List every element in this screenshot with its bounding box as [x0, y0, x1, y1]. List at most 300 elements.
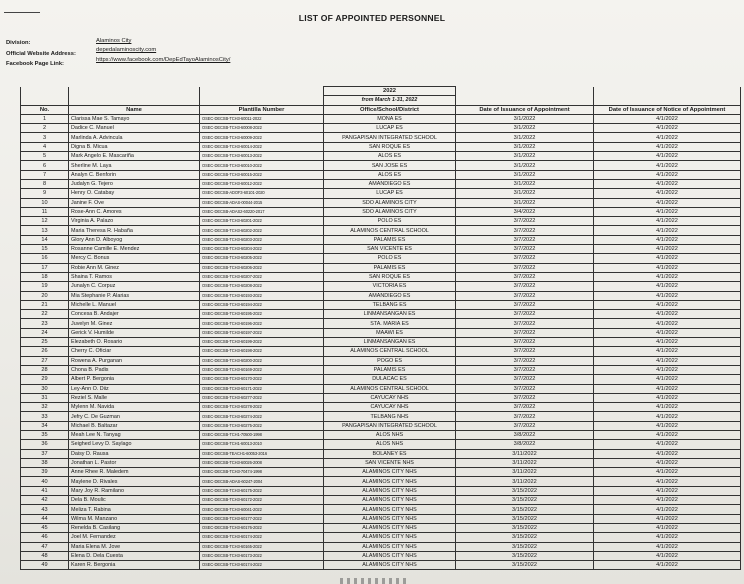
cell-plantilla-number: OSEC-DECSB-TCH3-60195-2022 [200, 310, 324, 319]
header-blank-cell [594, 87, 741, 96]
header-blank-cell [69, 87, 200, 96]
division-value: Alaminos City [96, 38, 132, 44]
cell-date-appointment: 3/15/2022 [456, 551, 594, 560]
cell-office: LINMANSANGAN ES [324, 310, 456, 319]
table-row [21, 365, 741, 374]
cell-date-notice: 4/1/2022 [594, 542, 741, 551]
cell-plantilla-number: OSEC-DECSB-TCH3-60275-2022 [200, 421, 324, 430]
cell-no: 44 [21, 514, 69, 523]
table-header-period-row [21, 96, 741, 105]
division-label: Division: [6, 40, 31, 46]
cell-no: 13 [21, 226, 69, 235]
cell-office: PANGAPISAN INTEGRATED SCHOOL [324, 421, 456, 430]
cell-name: Analyn C. Benforin [69, 170, 200, 179]
cell-no: 47 [21, 542, 69, 551]
cell-date-appointment: 3/1/2022 [456, 133, 594, 142]
cell-office: SDO ALAMINOS CITY [324, 207, 456, 216]
cell-date-appointment: 3/15/2022 [456, 523, 594, 532]
cell-plantilla-number: OSEC-DECSB-TCH3-60208-2022 [200, 282, 324, 291]
header-office: Office/School/District [324, 105, 456, 114]
cell-no: 9 [21, 189, 69, 198]
cell-no: 49 [21, 561, 69, 570]
table-row [21, 142, 741, 151]
cell-date-appointment: 3/15/2022 [456, 542, 594, 551]
cell-name: Meah Lee N. Tanyag [69, 430, 200, 439]
cell-date-appointment: 3/7/2022 [456, 365, 594, 374]
cell-office: SAN JOSE ES [324, 161, 456, 170]
table-row [21, 124, 741, 133]
cell-date-notice: 4/1/2022 [594, 338, 741, 347]
cell-no: 4 [21, 142, 69, 151]
cell-date-notice: 4/1/2022 [594, 458, 741, 467]
cell-plantilla-number: OSEC-DECSB-TCH3-60015-2022 [200, 170, 324, 179]
cell-no: 31 [21, 393, 69, 402]
table-row [21, 347, 741, 356]
cell-plantilla-number: OSEC-DECSB-ADAS-60247-2004 [200, 477, 324, 486]
header-blank-cell [69, 96, 200, 105]
cell-plantilla-number: OSEC-DECSB-TCH3-60205-2022 [200, 254, 324, 263]
cell-date-appointment: 3/15/2022 [456, 561, 594, 570]
cell-date-notice: 4/1/2022 [594, 133, 741, 142]
cell-plantilla-number: OSEC-DECSB-TCH3-60196-2022 [200, 319, 324, 328]
cell-date-appointment: 3/1/2022 [456, 152, 594, 161]
cell-date-appointment: 3/1/2022 [456, 189, 594, 198]
table-row [21, 170, 741, 179]
cell-date-appointment: 3/7/2022 [456, 347, 594, 356]
cell-no: 35 [21, 430, 69, 439]
cell-date-notice: 4/1/2022 [594, 514, 741, 523]
cell-office: CAYUCAY NHS [324, 393, 456, 402]
cell-name: Henry O. Catabay [69, 189, 200, 198]
cell-date-appointment: 3/7/2022 [456, 393, 594, 402]
cell-office: ALAMINOS CITY NHS [324, 514, 456, 523]
cell-date-notice: 4/1/2022 [594, 161, 741, 170]
cell-date-notice: 4/1/2022 [594, 328, 741, 337]
cell-office: ALAMINOS CITY NHS [324, 477, 456, 486]
cell-date-notice: 4/1/2022 [594, 468, 741, 477]
cell-date-notice: 4/1/2022 [594, 300, 741, 309]
cell-no: 27 [21, 356, 69, 365]
cell-plantilla-number: OSEC-DECSB-TEACH1-60053-2016 [200, 449, 324, 458]
cell-no: 28 [21, 365, 69, 374]
cell-date-notice: 4/1/2022 [594, 449, 741, 458]
cell-date-notice: 4/1/2022 [594, 319, 741, 328]
cell-office: AMANDIEGO ES [324, 179, 456, 188]
cell-no: 45 [21, 523, 69, 532]
cell-office: PANGAPISAN INTEGRATED SCHOOL [324, 133, 456, 142]
table-row [21, 338, 741, 347]
cell-date-notice: 4/1/2022 [594, 254, 741, 263]
cell-date-appointment: 3/1/2022 [456, 179, 594, 188]
cell-office: ALAMINOS CITY NHS [324, 486, 456, 495]
cell-name: Maylene D. Rivales [69, 477, 200, 486]
cell-plantilla-number: OSEC-DECSB-TCH3-60177-2022 [200, 514, 324, 523]
cell-date-notice: 4/1/2022 [594, 124, 741, 133]
cell-no: 29 [21, 375, 69, 384]
cell-date-appointment: 3/7/2022 [456, 217, 594, 226]
cell-date-notice: 4/1/2022 [594, 496, 741, 505]
cell-plantilla-number: OSEC-DECSB-TCH3-60173-2022 [200, 551, 324, 560]
cell-name: Michelle L. Manuel [69, 300, 200, 309]
table-row [21, 421, 741, 430]
table-row [21, 310, 741, 319]
cell-office: ALAMINOS CITY NHS [324, 523, 456, 532]
table-row [21, 384, 741, 393]
cell-plantilla-number: OSEC-DECSB-TCH1-60013-2010 [200, 440, 324, 449]
cell-office: CAYUCAY NHS [324, 403, 456, 412]
cell-no: 1 [21, 114, 69, 123]
cell-no: 26 [21, 347, 69, 356]
cell-date-notice: 4/1/2022 [594, 282, 741, 291]
cell-date-notice: 4/1/2022 [594, 533, 741, 542]
cell-plantilla-number: OSEC-DECSB-TCH3-60201-2022 [200, 217, 324, 226]
cell-name: Glory Ann D. Alboyog [69, 235, 200, 244]
cell-date-appointment: 3/7/2022 [456, 272, 594, 281]
cell-date-notice: 4/1/2022 [594, 393, 741, 402]
cell-office: ALOS NHS [324, 430, 456, 439]
table-row [21, 226, 741, 235]
cell-no: 6 [21, 161, 69, 170]
cell-office: BOLANEY ES [324, 449, 456, 458]
cell-name: Jefry C. De Guzman [69, 412, 200, 421]
cell-date-appointment: 3/1/2022 [456, 142, 594, 151]
table-row [21, 514, 741, 523]
table-row [21, 114, 741, 123]
cell-no: 30 [21, 384, 69, 393]
cell-date-appointment: 3/4/2022 [456, 207, 594, 216]
cell-no: 36 [21, 440, 69, 449]
cell-date-notice: 4/1/2022 [594, 375, 741, 384]
cell-date-notice: 4/1/2022 [594, 561, 741, 570]
cell-office: ALAMINOS CITY NHS [324, 561, 456, 570]
cell-plantilla-number: OSEC-DECSB-TCH3-60204-2022 [200, 245, 324, 254]
cell-office: SDO ALAMINOS CITY [324, 198, 456, 207]
cell-office: LINMANSANGAN ES [324, 338, 456, 347]
table-row [21, 263, 741, 272]
cell-date-appointment: 3/7/2022 [456, 338, 594, 347]
cell-name: Gerick V. Humilde [69, 328, 200, 337]
table-row [21, 328, 741, 337]
cell-date-appointment: 3/11/2022 [456, 458, 594, 467]
cell-no: 21 [21, 300, 69, 309]
cell-name: Virginia A. Palazo [69, 217, 200, 226]
header-year: 2022 [324, 87, 456, 96]
cell-no: 37 [21, 449, 69, 458]
cell-no: 16 [21, 254, 69, 263]
facebook-link[interactable]: https://www.facebook.com/DepEdTayoAlaminosCity/ [96, 57, 231, 63]
website-label: Official Website Address: [6, 51, 76, 57]
cell-date-appointment: 3/7/2022 [456, 412, 594, 421]
cell-date-notice: 4/1/2022 [594, 179, 741, 188]
table-row [21, 477, 741, 486]
cell-plantilla-number: OSEC-DECSB-TCH3-60194-2022 [200, 300, 324, 309]
cell-date-appointment: 3/7/2022 [456, 291, 594, 300]
cell-date-notice: 4/1/2022 [594, 170, 741, 179]
header-date-appointment: Date of Issuance of Appointment [456, 105, 594, 114]
table-row [21, 393, 741, 402]
cell-office: ALAMINOS CENTRAL SCHOOL [324, 347, 456, 356]
cell-date-notice: 4/1/2022 [594, 245, 741, 254]
cell-name: Dadice C. Manuel [69, 124, 200, 133]
table-row [21, 440, 741, 449]
cell-date-appointment: 3/7/2022 [456, 254, 594, 263]
cell-name: Rose-Ann C. Amores [69, 207, 200, 216]
table-row [21, 319, 741, 328]
cell-name: Joel M. Fernandez [69, 533, 200, 542]
cell-no: 12 [21, 217, 69, 226]
cell-office: AMANDIEGO ES [324, 291, 456, 300]
cell-name: Mercy C. Bonus [69, 254, 200, 263]
cell-plantilla-number: OSEC-DECSB-TCH3-60278-2022 [200, 403, 324, 412]
cell-office: ALOS NHS [324, 440, 456, 449]
cell-date-appointment: 3/11/2022 [456, 477, 594, 486]
cell-date-notice: 4/1/2022 [594, 207, 741, 216]
cell-name: Maria Elena M. Jove [69, 542, 200, 551]
cell-no: 8 [21, 179, 69, 188]
cell-name: Shaina T. Ramos [69, 272, 200, 281]
cell-name: Chona B. Padis [69, 365, 200, 374]
table-row [21, 254, 741, 263]
cell-no: 43 [21, 505, 69, 514]
cell-no: 18 [21, 272, 69, 281]
cell-name: Concesa B. Andajer [69, 310, 200, 319]
cell-date-notice: 4/1/2022 [594, 430, 741, 439]
table-row [21, 403, 741, 412]
cell-no: 7 [21, 170, 69, 179]
cell-plantilla-number: OSEC-DECSB-TCH3-60193-2022 [200, 291, 324, 300]
cell-date-appointment: 3/1/2022 [456, 114, 594, 123]
cell-date-appointment: 3/8/2022 [456, 430, 594, 439]
cell-date-notice: 4/1/2022 [594, 412, 741, 421]
cell-plantilla-number: OSEC-DECSB-TCH3-60012-2022 [200, 179, 324, 188]
cell-office: ALAMINOS CITY NHS [324, 496, 456, 505]
cell-name: Robie Ann M. Ginez [69, 263, 200, 272]
table-row [21, 207, 741, 216]
cell-date-appointment: 3/15/2022 [456, 496, 594, 505]
cell-office: ALAMINOS CENTRAL SCHOOL [324, 226, 456, 235]
cell-date-notice: 4/1/2022 [594, 189, 741, 198]
cell-date-notice: 4/1/2022 [594, 310, 741, 319]
table-row [21, 272, 741, 281]
cell-date-appointment: 3/15/2022 [456, 514, 594, 523]
cell-plantilla-number: OSEC-DECSB-TCH3-60274-2022 [200, 412, 324, 421]
cell-office: ALAMINOS CENTRAL SCHOOL [324, 384, 456, 393]
cell-plantilla-number: OSEC-DECSB-TCH3-60165-2022 [200, 542, 324, 551]
cell-no: 14 [21, 235, 69, 244]
cell-name: Judalyn G. Tejero [69, 179, 200, 188]
cell-date-appointment: 3/7/2022 [456, 403, 594, 412]
cell-plantilla-number: OSEC-DECSB-TCH3-60011-2022 [200, 114, 324, 123]
cell-plantilla-number: OSEC-DECSB-TCH3-70474-1998 [200, 468, 324, 477]
cell-office: SAN ROQUE ES [324, 142, 456, 151]
cell-name: Junalyn C. Corpuz [69, 282, 200, 291]
cell-no: 32 [21, 403, 69, 412]
cell-name: Digna B. Micua [69, 142, 200, 151]
cell-date-notice: 4/1/2022 [594, 486, 741, 495]
cell-name: Anne Rhee R. Maledem [69, 468, 200, 477]
cell-plantilla-number: OSEC-DECSB-TCH3-60207-2022 [200, 272, 324, 281]
cell-no: 17 [21, 263, 69, 272]
table-row [21, 282, 741, 291]
table-row [21, 356, 741, 365]
cell-date-appointment: 3/15/2022 [456, 533, 594, 542]
table-row [21, 133, 741, 142]
cell-plantilla-number: OSEC-DECSB-TCH3-60014-2022 [200, 142, 324, 151]
cell-no: 3 [21, 133, 69, 142]
table-row [21, 179, 741, 188]
cell-plantilla-number: OSEC-DECSB-TCH3-60026-2008 [200, 458, 324, 467]
cell-plantilla-number: OSEC-DECSB-TCH3-60013-2022 [200, 152, 324, 161]
cell-office: TELBANG NHS [324, 412, 456, 421]
cell-date-notice: 4/1/2022 [594, 440, 741, 449]
cell-no: 20 [21, 291, 69, 300]
cell-office: DULACAC ES [324, 375, 456, 384]
cell-plantilla-number: OSEC-DECSB-ADAS-00044-2015 [200, 198, 324, 207]
personnel-table [20, 86, 741, 570]
cell-no: 42 [21, 496, 69, 505]
cell-date-appointment: 3/15/2022 [456, 486, 594, 495]
table-row [21, 189, 741, 198]
cell-no: 41 [21, 486, 69, 495]
table-header-row [21, 105, 741, 114]
table-row [21, 235, 741, 244]
cell-date-appointment: 3/7/2022 [456, 421, 594, 430]
cell-name: Rowena A. Purganan [69, 356, 200, 365]
cell-date-appointment: 3/7/2022 [456, 384, 594, 393]
table-body [21, 114, 741, 570]
cell-no: 23 [21, 319, 69, 328]
cell-name: Renelda B. Casilang [69, 523, 200, 532]
cell-name: Rosanne Camille E. Mendez [69, 245, 200, 254]
table-row [21, 217, 741, 226]
header-date-notice: Date of Issuance of Notice of Appointment [594, 105, 741, 114]
table-row [21, 291, 741, 300]
table-row [21, 458, 741, 467]
cell-no: 48 [21, 551, 69, 560]
cell-date-appointment: 3/7/2022 [456, 328, 594, 337]
cell-no: 24 [21, 328, 69, 337]
cell-date-appointment: 3/11/2022 [456, 449, 594, 458]
cell-name: Dela B. Moulic [69, 496, 200, 505]
cell-office: PALAMIS ES [324, 235, 456, 244]
cell-date-notice: 4/1/2022 [594, 523, 741, 532]
table-row [21, 551, 741, 560]
cell-office: SAN VICENTE ES [324, 245, 456, 254]
cell-date-notice: 4/1/2022 [594, 421, 741, 430]
cell-date-appointment: 3/7/2022 [456, 300, 594, 309]
cell-name: Meliza T. Rabina [69, 505, 200, 514]
cell-no: 40 [21, 477, 69, 486]
cell-plantilla-number: OSEC-DECSB-TCH3-60041-2022 [200, 505, 324, 514]
header-no: No. [21, 105, 69, 114]
cell-date-notice: 4/1/2022 [594, 142, 741, 151]
cell-name: Reziel S. Malle [69, 393, 200, 402]
cell-date-appointment: 3/7/2022 [456, 226, 594, 235]
cell-date-notice: 4/1/2022 [594, 505, 741, 514]
table-row [21, 561, 741, 570]
website-link[interactable]: depedalaminoscity.com [96, 47, 157, 53]
cell-date-notice: 4/1/2022 [594, 477, 741, 486]
cell-office: TELBANG ES [324, 300, 456, 309]
cell-date-appointment: 3/15/2022 [456, 505, 594, 514]
cut-off-footer-text [340, 578, 410, 584]
cell-office: ALAMINOS CITY NHS [324, 551, 456, 560]
cell-date-appointment: 3/7/2022 [456, 375, 594, 384]
cell-plantilla-number: OSEC-DECSB-TCH3-60277-2022 [200, 393, 324, 402]
table-header-year-row [21, 87, 741, 96]
cell-date-appointment: 3/7/2022 [456, 356, 594, 365]
cell-date-notice: 4/1/2022 [594, 152, 741, 161]
table-row [21, 533, 741, 542]
cell-no: 46 [21, 533, 69, 542]
table-row [21, 300, 741, 309]
cell-name: Karen R. Bergonia [69, 561, 200, 570]
cell-plantilla-number: OSEC-DECSB-TCH3-60197-2022 [200, 328, 324, 337]
cell-no: 11 [21, 207, 69, 216]
cell-no: 39 [21, 468, 69, 477]
cell-office: ALOS ES [324, 152, 456, 161]
cell-plantilla-number: OSEC-DECSB-TCH3-60008-2022 [200, 124, 324, 133]
cell-date-appointment: 3/7/2022 [456, 235, 594, 244]
cell-plantilla-number: OSEC-DECSB-TCH3-60174-2022 [200, 533, 324, 542]
cell-date-appointment: 3/7/2022 [456, 282, 594, 291]
cell-date-appointment: 3/7/2022 [456, 319, 594, 328]
header-name: Name [69, 105, 200, 114]
cell-plantilla-number: OSEC-DECSB-TCH3-60202-2022 [200, 226, 324, 235]
table-row [21, 468, 741, 477]
cell-office: SAN VICENTE NHS [324, 458, 456, 467]
cell-name: Elezabeth O. Rosario [69, 338, 200, 347]
cell-office: LUCAP ES [324, 124, 456, 133]
cell-plantilla-number: OSEC-DECSB-ADAS2-60220-2017 [200, 207, 324, 216]
cell-plantilla-number: OSEC-DECSB-TCH3-60170-2022 [200, 375, 324, 384]
cell-plantilla-number: OSEC-DECSB-TCH3-60171-2022 [200, 384, 324, 393]
cell-date-notice: 4/1/2022 [594, 235, 741, 244]
cell-date-notice: 4/1/2022 [594, 198, 741, 207]
cell-date-notice: 4/1/2022 [594, 114, 741, 123]
table-row [21, 523, 741, 532]
cell-plantilla-number: OSEC-DECSB-TCH3-60176-2022 [200, 523, 324, 532]
cell-no: 15 [21, 245, 69, 254]
cell-date-appointment: 3/11/2022 [456, 468, 594, 477]
header-blank-cell [200, 87, 324, 96]
cell-no: 22 [21, 310, 69, 319]
cell-name: Mark Angelo E. Mascariña [69, 152, 200, 161]
cell-no: 38 [21, 458, 69, 467]
cell-date-appointment: 3/7/2022 [456, 263, 594, 272]
document-title: LIST OF APPOINTED PERSONNEL [298, 13, 446, 23]
cell-office: ALAMINOS CITY NHS [324, 505, 456, 514]
cell-name: Janine F. Ove [69, 198, 200, 207]
cell-name: Ley-Ann O. Diiz [69, 384, 200, 393]
header-blank-cell [594, 96, 741, 105]
header-blank-cell [456, 87, 594, 96]
cell-office: POLO ES [324, 254, 456, 263]
cell-plantilla-number: OSEC-DECSB-TCH3-60200-2022 [200, 356, 324, 365]
cell-no: 10 [21, 198, 69, 207]
cell-date-appointment: 3/1/2022 [456, 161, 594, 170]
cell-office: ALOS ES [324, 170, 456, 179]
cell-name: Maria Theresa R. Habaña [69, 226, 200, 235]
cell-plantilla-number: OSEC-DECSB-TCH3-60009-2022 [200, 133, 324, 142]
cell-date-notice: 4/1/2022 [594, 226, 741, 235]
cell-date-notice: 4/1/2022 [594, 217, 741, 226]
cell-name: Elena D. Dela Cuesta [69, 551, 200, 560]
header-blank-cell [21, 96, 69, 105]
cell-no: 5 [21, 152, 69, 161]
cell-name: Mylenn M. Navida [69, 403, 200, 412]
cell-office: PALAMIS ES [324, 365, 456, 374]
